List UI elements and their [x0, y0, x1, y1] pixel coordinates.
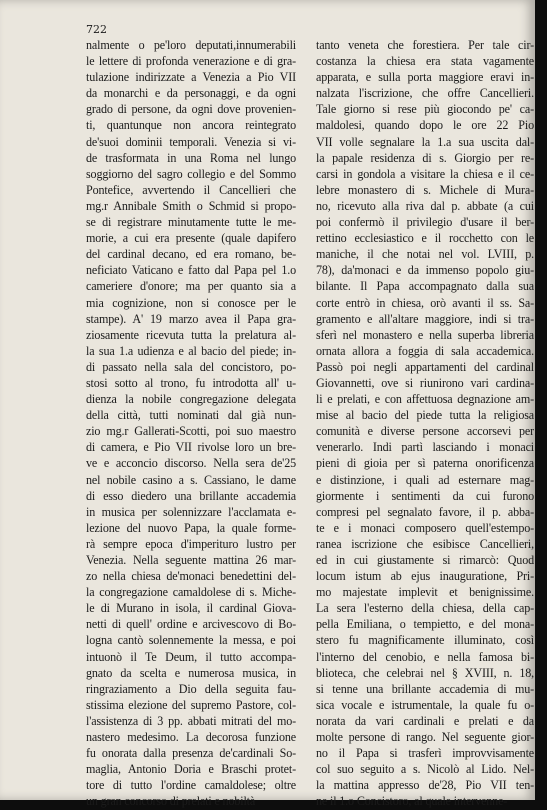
- text-line: dienza la nobile congregazione delegata: [86, 392, 296, 407]
- text-line: te e i monaci composero quell'estempo-: [316, 520, 534, 535]
- text-line: se di registrare minutamente tutte le me-: [86, 215, 296, 230]
- text-line: rettino ecclesiastico e il rocchetto con le: [316, 231, 534, 246]
- text-line: blioteca, che celebrai nel § XVIII, n. 18,: [316, 665, 534, 680]
- text-line: nalmente o pe'loro deputati,innumerabili: [86, 38, 296, 52]
- text-line: sferì nel monastero e nella superba libreria: [316, 327, 534, 342]
- text-line: maldolesi, quando dopo le ore 22 Pio: [316, 118, 534, 133]
- text-line: zo nella chiesa de'monaci benedettini del-: [86, 569, 296, 584]
- text-line: apparata, e sulla porta maggiore eravi in-: [316, 70, 534, 85]
- text-line: gramento e all'altare maggiore, indi si tra-: [316, 311, 534, 326]
- text-line: ti, quantunque non ancora reintegrato: [86, 118, 296, 133]
- text-line: compresi pel segnalato favore, il p. abba-: [316, 504, 534, 519]
- text-line: tore di tutto l'ordine camaldolese; oltre: [86, 778, 296, 793]
- text-line: norata da vari cardinali e prelati e da: [316, 713, 534, 728]
- text-line: Venezia. Nella seguente mattina 26 mar-: [86, 553, 296, 567]
- text-line: cameriere d'onore; ma per quanto sia a: [86, 279, 296, 294]
- text-line: stosi sotto al trono, fu introdotta all' u-: [86, 375, 296, 390]
- text-line: ed in cui giustamente si rimarcò: Quod: [316, 553, 534, 567]
- text-line: di camera, e Pio VII rivolse loro un bre-: [86, 440, 296, 455]
- text-line: Passò poi negli appartamenti del cardinal: [316, 359, 534, 374]
- text-line: pieni di gioia per sì paterna onorificenza: [316, 456, 534, 471]
- text-line: Pontefice, avvertendo il Cancellieri che: [86, 182, 296, 197]
- text-line: mise al bacio del piede tutta la religiosa: [316, 408, 534, 423]
- text-line: mg.r Annibale Smith o Schmid si propo-: [86, 198, 296, 213]
- text-line: nastero medesimo. La decorosa funzione: [86, 730, 296, 745]
- right-text-column: [316, 37, 534, 810]
- text-line: de trasformata in una Roma nel lungo: [86, 150, 296, 165]
- text-line: stampe). A' 19 marzo avea il Papa gra-: [86, 311, 296, 326]
- text-line: venerarlo. Indi partì lasciando i monaci: [316, 440, 534, 455]
- text-line: de'suoi dominii temporali. Venezia si vi-: [86, 134, 296, 149]
- text-line: in musica per solennizzare l'acclamata e-: [86, 504, 296, 519]
- text-line: locum istum ab ejus inauguratione, Pri-: [316, 569, 534, 584]
- text-line: la papale residenza di s. Giorgio per re-: [316, 150, 534, 165]
- text-line: ringraziamento a Dio della seguita fau-: [86, 681, 296, 696]
- text-line: morie, a cui era presente (quale dapifero: [86, 231, 296, 246]
- text-line: comunità e diverse persone accorsevi per: [316, 424, 534, 439]
- text-line: mia cognizione, non si conosce per le: [86, 295, 296, 310]
- text-line: grado di persone, da ogni dove provenien-: [86, 102, 296, 117]
- text-line: li e prelati, e con affettuosa degnazione am-: [316, 392, 534, 407]
- text-line: gnato da scelta e numerosa musica, in: [86, 665, 296, 680]
- text-line: le lettere di profonda venerazione e di gra-: [86, 54, 296, 69]
- text-line: intuonò il Te Deum, il tutto accompa-: [86, 649, 296, 664]
- text-line: maniche, il che notai nel vol. LVIII, p.: [316, 247, 534, 262]
- text-line: e distinzione, i quali ad esternare mag-: [316, 472, 534, 487]
- text-line: tanto veneta che forestiera. Per tale cir-: [316, 38, 534, 52]
- text-line: tulazione indirizzate a Venezia a Pio VII: [86, 70, 296, 85]
- text-line: no il Papa si trasferì improvvisamente: [316, 746, 534, 761]
- text-line: della città, tutti nominati dal già nun-: [86, 408, 296, 423]
- text-line: netti di quell' ordine e arcivescovo di Bo-: [86, 617, 296, 632]
- text-line: bilante. Il Papa accompagnato dalla sua: [316, 279, 534, 294]
- text-line: ne il 1.o Concistoro, al quale intervenne-: [316, 794, 508, 809]
- text-line: rà sempre epoca d'imperituro lustro per: [86, 536, 296, 551]
- text-line: ve e acconcio discorso. Nella sera de'25: [86, 456, 296, 471]
- text-line: ranea iscrizione che esibisce Cancellieri,: [316, 536, 534, 551]
- text-line: nalzata l'iscrizione, che offre Cancellieri.: [316, 86, 534, 101]
- text-line: lezione del nuovo Papa, la quale forme-: [86, 520, 296, 535]
- text-line: l'assistenza di 3 pp. abbati mitrati del mo-: [86, 713, 296, 728]
- text-line: La sera l'esterno della chiesa, della cap-: [316, 601, 534, 616]
- text-line: la congregazione camaldolese di s. Miche-: [86, 585, 296, 600]
- text-line: la sua 1.a udienza e al bacio del piede; in-: [86, 343, 296, 358]
- text-line: Tale giorno si rese più giocondo pe' ca-: [316, 102, 534, 117]
- text-line: corte entrò in chiesa, orò avanti il ss. Sa-: [316, 295, 534, 310]
- text-line: Giovannetti, ove si riunirono vari cardina-: [316, 375, 534, 390]
- text-line: stero fu magnificamente illuminato, così: [316, 633, 534, 648]
- text-line: di esso diedero una brillante accademia: [86, 488, 296, 503]
- text-line: da monarchi e da personaggi, e da ogni: [86, 86, 296, 101]
- text-line: ziosamente ricevuta tutta la prelatura al-: [86, 327, 296, 342]
- text-line: molte persone di rango. Nel seguente gior-: [316, 730, 534, 745]
- text-line: mo majestate implevit et benignissime.: [316, 585, 534, 600]
- text-line: col suo seguito a s. Nicolò al Lido. Nel-: [316, 762, 534, 777]
- text-line: lebre monastero di s. Michele di Mura-: [316, 182, 534, 197]
- text-line: VII volle segnalare la 1.a sua uscita dal-: [316, 134, 534, 149]
- text-line: carsi in gondola a visitare la chiesa e il ce-: [316, 166, 534, 181]
- text-line: no, ricevuto alla riva dal p. abbate (a cui: [316, 198, 534, 213]
- text-line: di passato nella sala del concistoro, po-: [86, 359, 296, 374]
- text-line: si tenne una brillante accademia di mu-: [316, 681, 534, 696]
- text-line: poi confermò il privilegio d'usare il ber-: [316, 215, 534, 230]
- text-line: pella Emiliana, o tempietto, e del mona-: [316, 617, 534, 632]
- text-line: zio mg.r Gallerati-Scotti, poi suo maestro: [86, 424, 296, 439]
- text-line: l'interno del cenobio, e nella famosa bi-: [316, 649, 534, 664]
- text-line: nel nobile casino a s. Cassiano, le dame: [86, 472, 296, 487]
- text-line: costanza la chiesa era stata vagamente: [316, 54, 534, 69]
- text-line: neficiato Vaticano e fatto dal Papa pel 1.o: [86, 263, 296, 278]
- text-line: maglia, Antonio Doria e Braschi protet-: [86, 762, 296, 777]
- text-line: 78), da'monaci e da immenso popolo giu-: [316, 263, 534, 278]
- text-line: stissima elezione del supremo Pastore, col-: [86, 697, 296, 712]
- text-line: le di Murano in isola, il cardinal Giova-: [86, 601, 296, 616]
- text-line: un gran concorso di prelati e nobiltà: [86, 794, 256, 809]
- text-line: del cardinal decano, ed era romano, be-: [86, 247, 296, 262]
- text-line: ornata allora a foggia di sala accademica.: [316, 343, 534, 358]
- text-line: sica vocale e istrumentale, la quale fu o-: [316, 697, 534, 712]
- text-line: fu onorata dalla presenza de'cardinali So-: [86, 746, 296, 761]
- left-text-column: [86, 37, 296, 810]
- text-line: la mattina appresso de'28, Pio VII ten-: [316, 778, 534, 793]
- page-number: 722: [86, 23, 107, 36]
- text-line: logna cantò solennemente la messa, e poi: [86, 633, 296, 648]
- text-line: soggiorno del sagro collegio e del Sommo: [86, 166, 296, 181]
- text-line: giormente i sentimenti da cui furono: [316, 488, 534, 503]
